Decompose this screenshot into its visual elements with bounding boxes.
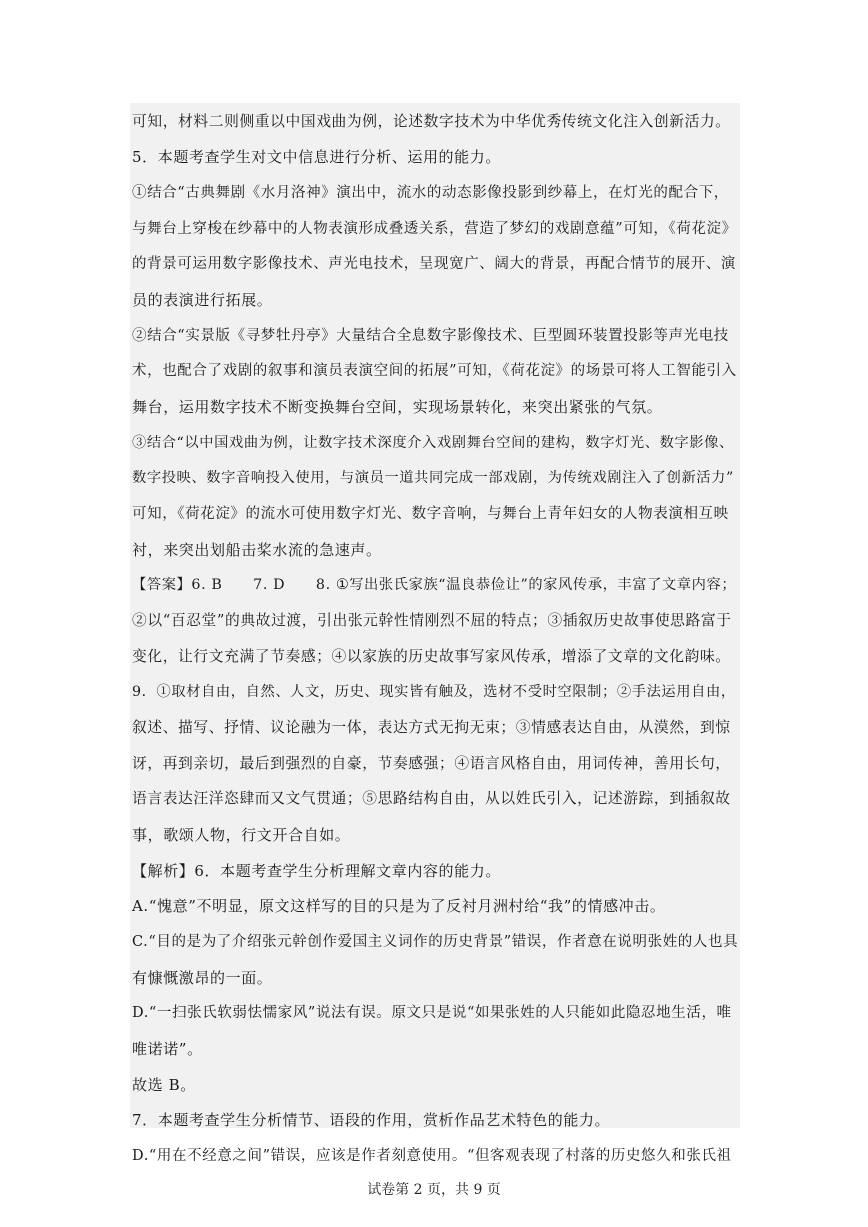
text-line: 可知，材料二则侧重以中国戏曲为例，论述数字技术为中华优秀传统文化注入创新活力。: [132, 113, 731, 130]
text-line: 舞台，运用数字技术不断变换舞台空间，实现场景转化，来突出紧张的气氛。: [132, 398, 663, 416]
text-line: D.“用在不经意之间”错误，应该是作者刻意使用。“但客观表现了村落的历史悠久和张氏祖: [132, 1148, 732, 1164]
text-line: 事，歌颂人物，行文开合自如。: [132, 826, 351, 844]
text-line: 术，也配合了戏剧的叙事和演员表演空间的拓展”可知，《荷花淀》的场景可将人工智能引入: [132, 363, 737, 379]
text-line: 数字投映、数字音响投入使用，与演员一道共同完成一部戏剧，为传统戏剧注入了创新活力”: [132, 470, 734, 486]
text-line: 有慷慨激昂的一面。: [132, 969, 273, 987]
text-line: ②以“百忍堂”的典故过渡，引出张元幹性情刚烈不屈的特点；③插叙历史故事使思路富于: [132, 612, 732, 629]
text-line: 叙述、描写、抒情、议论融为一体，表达方式无拘无束；③情感表达自由，从漠然，到惊: [132, 719, 731, 736]
text-line: 语言表达汪洋恣肆而又文气贯通；⑤思路结构自由，从以姓氏引入，记述游踪，到插叙故: [132, 790, 731, 807]
document-body: [130, 103, 740, 1164]
text-line: 与舞台上穿梭在纱幕中的人物表演形成叠透关系，营造了梦幻的戏剧意蕴”可知，《荷花淀》: [132, 221, 737, 237]
text-line: 唯诺诺”。: [132, 1040, 203, 1058]
analysis-heading: 【解析】6．本题考查学生分析理解文章内容的能力。: [132, 862, 501, 880]
text-line: ①结合“古典舞剧《水月洛神》演出中，流水的动态影像投影到纱幕上，在灯光的配合下，: [132, 185, 729, 201]
text-line: 5．本题考查学生对文中信息进行分析、运用的能力。: [132, 148, 501, 166]
text-line: D.“一扫张氏软弱怯懦家风”说法有误。原文只是说“如果张姓的人只能如此隐忍地生活，唯: [132, 1005, 732, 1021]
text-line: 的背景可运用数字影像技术、声光电技术，呈现宽广、阔大的背景，再配合情节的展开、演: [132, 256, 736, 272]
text-line: 故选 B。: [132, 1076, 196, 1094]
text-line: ③结合“以中国戏曲为例，让数字技术深度介入戏剧舞台空间的建构，数字灯光、数字影像、: [132, 435, 734, 451]
text-line: 员的表演进行拓展。: [132, 291, 273, 309]
text-line: C.“目的是为了介绍张元幹创作爱国主义词作的历史背景”错误，作者意在说明张姓的人也具: [132, 934, 739, 950]
text-line: 7．本题考查学生分析情节、语段的作用，赏析作品艺术特色的能力。: [132, 1111, 611, 1129]
answer-line: 【答案】6. B 7. D 8. ①写出张氏家族“温良恭俭让”的家风传承，丰富了文章内容；: [132, 577, 737, 593]
text-line: 衬，来突出划船击桨水流的急速声。: [132, 541, 382, 559]
text-line: 讶，再到亲切，最后到强烈的自豪，节奏感强；④语言风格自由，用词传神，善用长句，: [132, 755, 731, 772]
text-line: 可知，《荷花淀》的流水可使用数字灯光、数字音响，与舞台上青年妇女的人物表演相互映: [132, 506, 729, 522]
page-footer: 试卷第 2 页，共 9 页: [367, 1182, 501, 1198]
text-line: 变化，让行文充满了节奏感；④以家族的历史故事写家风传承，增添了文章的文化韵味。: [132, 648, 731, 665]
text-line: 9．①取材自由，自然、人文，历史、现实皆有触及，选材不受时空限制；②手法运用自由，: [132, 684, 736, 700]
text-line: A.“愧意”不明显，原文这样写的目的只是为了反衬月洲村给“我”的情感冲击。: [132, 897, 666, 915]
text-line: ②结合“实景版《寻梦牡丹亭》大量结合全息数字影像技术、巨型圆环装置投影等声光电技: [132, 328, 729, 344]
